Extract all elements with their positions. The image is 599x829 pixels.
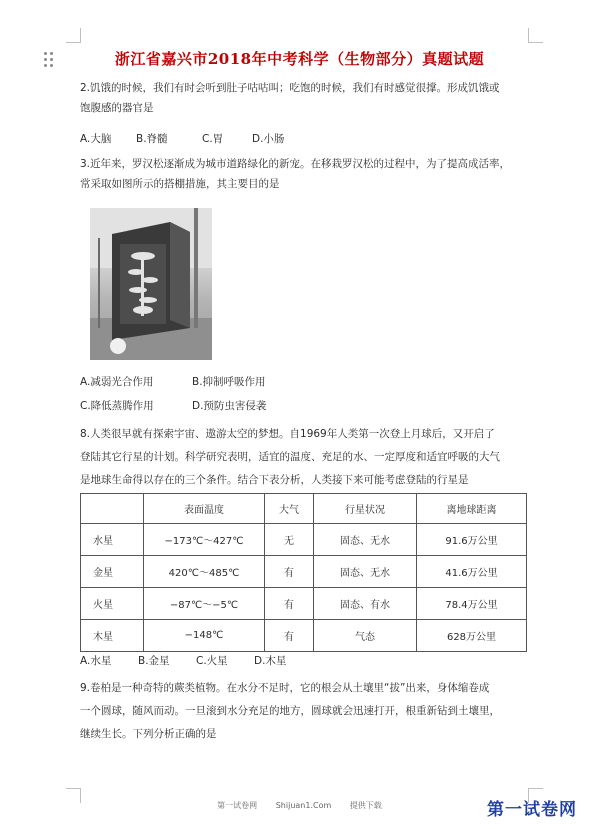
question-3-options-row-2 — [80, 398, 266, 413]
option-c: C.胃 — [202, 133, 224, 145]
option-b: B.抑制呼吸作用 — [192, 376, 266, 388]
question-2 — [80, 78, 530, 118]
table-row — [81, 620, 527, 652]
table-cell: 金星 — [81, 556, 144, 588]
table-cell: 有 — [265, 556, 314, 588]
table-cell: −148℃ — [144, 620, 265, 652]
table-cell: 水星 — [81, 524, 144, 556]
table-row — [81, 588, 527, 620]
question-line: 9.卷柏是一种奇特的蕨类植物。在水分不足时，它的根会从土壤里“拔”出来，身体缩卷成 — [80, 682, 490, 694]
footer-download-text: 提供下载 — [349, 801, 382, 810]
footer-site-url[interactable]: Shijuan1.Com — [275, 801, 332, 810]
table-cell: 有 — [265, 620, 314, 652]
table-cell: −173℃～427℃ — [144, 524, 265, 556]
table-cell: 火星 — [81, 588, 144, 620]
question-line: 一个圆球，随风而动。一旦滚到水分充足的地方，圆球就会迅速打开，根重新钻到土壤里， — [80, 705, 500, 717]
table-header-cell — [81, 494, 144, 524]
planet-comparison-table — [80, 493, 527, 652]
question-line: 登陆其它行星的计划。科学研究表明，适宜的温度、充足的水、一定厚度和适宜呼吸的大气 — [80, 451, 500, 463]
option-d: D.木星 — [254, 655, 287, 667]
table-header-cell: 大气 — [265, 494, 314, 524]
table-cell: 420℃～485℃ — [144, 556, 265, 588]
option-a: A.减弱光合作用 — [80, 376, 154, 388]
table-cell: 78.4万公里 — [417, 588, 527, 620]
footer-site-name: 第一试卷网 — [217, 801, 258, 810]
question-3 — [80, 154, 530, 194]
option-b: B.金星 — [138, 655, 170, 667]
option-a: A.大脑 — [80, 133, 112, 145]
table-row — [81, 524, 527, 556]
option-b: B.脊髓 — [136, 133, 168, 145]
question-line: 继续生长。下列分析正确的是 — [80, 728, 217, 740]
question-line: 3.近年来，罗汉松逐渐成为城市道路绿化的新宠。在移栽罗汉松的过程中，为了提高成活率， — [80, 158, 511, 170]
table-cell: 有 — [265, 588, 314, 620]
table-cell: −87℃～−5℃ — [144, 588, 265, 620]
question-2-options — [80, 131, 284, 146]
table-cell: 气态 — [314, 620, 417, 652]
question-line: 常采取如图所示的搭棚措施，其主要目的是 — [80, 178, 280, 190]
table-cell: 固态、无水 — [314, 524, 417, 556]
question-line: 饱腹感的器官是 — [80, 102, 154, 114]
option-c: C.降低蒸腾作用 — [80, 400, 154, 412]
table-cell: 固态、无水 — [314, 556, 417, 588]
option-c: C.火星 — [196, 655, 228, 667]
option-a: A.水星 — [80, 655, 112, 667]
table-header-row — [81, 494, 527, 524]
table-row — [81, 556, 527, 588]
question-3-options-row-1 — [80, 374, 266, 389]
table-cell: 41.6万公里 — [417, 556, 527, 588]
option-d: D.预防虫害侵袭 — [192, 400, 267, 412]
question-line: 是地球生命得以存在的三个条件。结合下表分析，人类接下来可能考虑登陆的行星是 — [80, 474, 469, 486]
table-header-cell: 行星状况 — [314, 494, 417, 524]
question-8 — [80, 423, 530, 492]
document-title: 浙江省嘉兴市2018年中考科学（生物部分）真题试题 — [114, 50, 485, 68]
table-cell: 木星 — [81, 620, 144, 652]
option-d: D.小肠 — [252, 133, 285, 145]
table-cell: 91.6万公里 — [417, 524, 527, 556]
table-cell: 无 — [265, 524, 314, 556]
site-logo: 第一试卷网 — [487, 800, 577, 820]
question-line: 2.饥饿的时候，我们有时会听到肚子咕咕叫；吃饱的时候，我们有时感觉很撑。形成饥饿或 — [80, 82, 500, 94]
table-cell: 固态、有水 — [314, 588, 417, 620]
table-header-cell: 表面温度 — [144, 494, 265, 524]
table-cell: 628万公里 — [417, 620, 527, 652]
question-9 — [80, 677, 530, 746]
table-header-cell: 离地球距离 — [417, 494, 527, 524]
shade-shed-photo — [90, 208, 212, 360]
question-line: 8.人类很早就有探索宇宙、遨游太空的梦想。自1969年人类第一次登上月球后，又开启了 — [80, 428, 495, 440]
crop-mark-top-right — [528, 28, 543, 43]
question-8-options — [80, 653, 286, 668]
crop-mark-top-left — [66, 28, 81, 43]
shade-shed-illustration — [90, 208, 212, 360]
